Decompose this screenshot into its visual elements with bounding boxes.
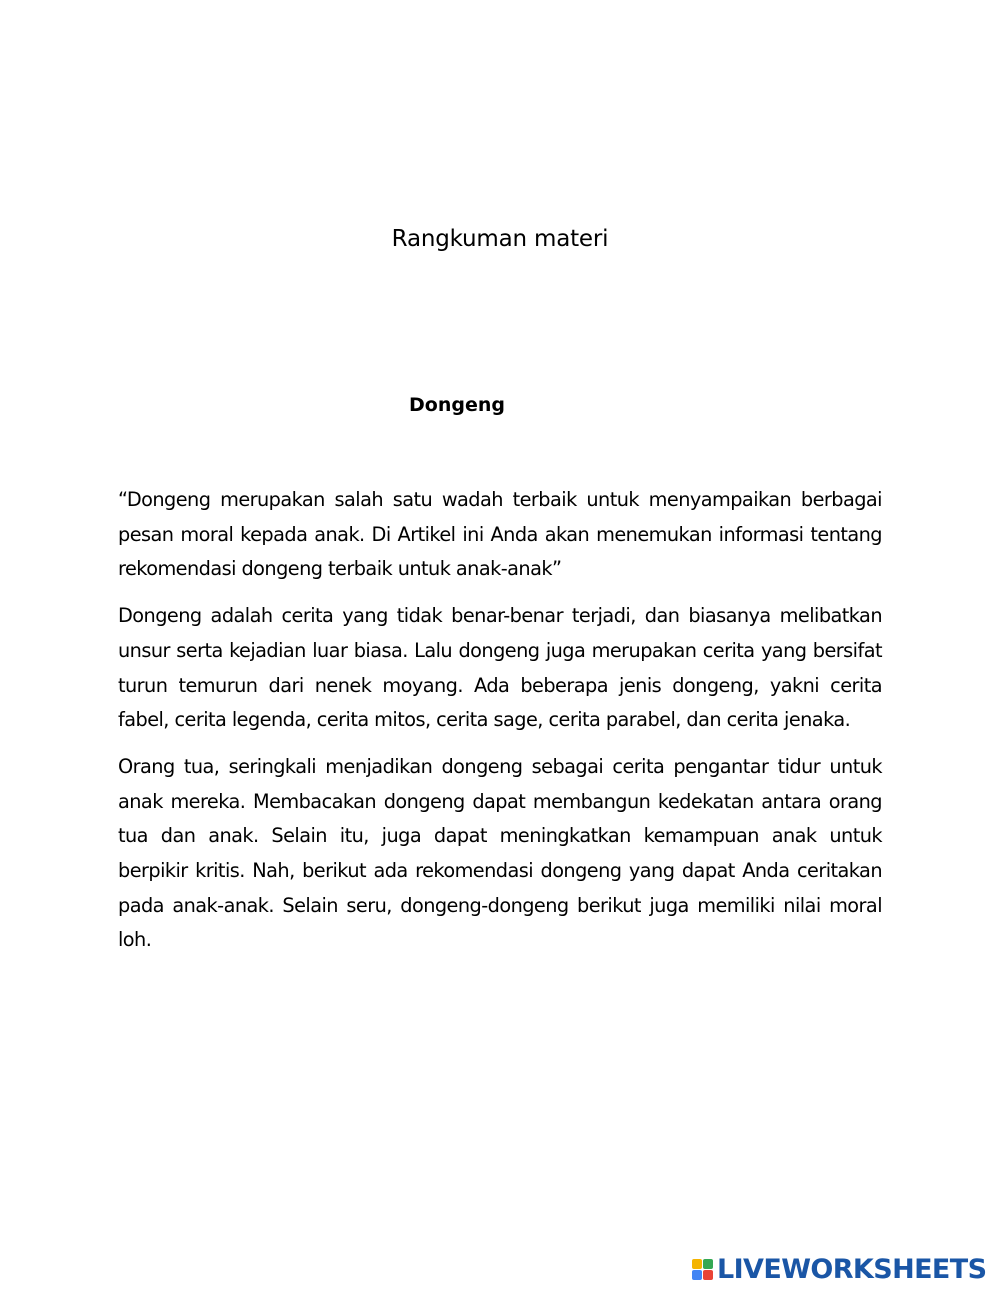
logo-square-red <box>703 1270 713 1280</box>
logo-square-blue <box>692 1270 702 1280</box>
document-body <box>118 483 882 970</box>
paragraph-intro-quote: “Dongeng merupakan salah satu wadah terbaik untuk menyampaikan berbagai pesan moral kepada anak. Di Artikel ini Anda akan menemukan informasi tentang rekomendasi dongeng terbaik untuk anak-anak” <box>118 488 882 581</box>
section-heading: Dongeng <box>409 394 505 416</box>
paragraph-bedtime-story: Orang tua, seringkali menjadikan dongeng sebagai cerita pengantar tidur untuk anak mereka. Membacakan dongeng dapat membangun kedekatan antara orang tua dan anak. Selain itu, juga dapat meningkatkan kemampuan anak untuk berpikir kritis. Nah, berikut ada rekomendasi dongeng yang dapat Anda ceritakan pada anak-anak. Selain seru, dongeng-dongeng berikut juga memiliki nilai moral loh. <box>118 754 882 952</box>
brand-text: LIVEWORKSHEETS <box>717 1253 987 1285</box>
liveworksheets-logo-icon <box>692 1259 713 1280</box>
logo-square-yellow <box>692 1259 702 1269</box>
liveworksheets-watermark <box>692 1253 986 1285</box>
page-title: Rangkuman materi <box>391 226 609 252</box>
logo-square-green <box>703 1259 713 1269</box>
paragraph-definition: Dongeng adalah cerita yang tidak benar-benar terjadi, dan biasanya melibatkan unsur serta kejadian luar biasa. Lalu dongeng juga merupakan cerita yang bersifat turun temurun dari nenek moyang. Ada beberapa jenis dongeng, yakni cerita fabel, cerita legenda, cerita mitos, cerita sage, cerita parabel, dan cerita jenaka. <box>118 604 882 732</box>
